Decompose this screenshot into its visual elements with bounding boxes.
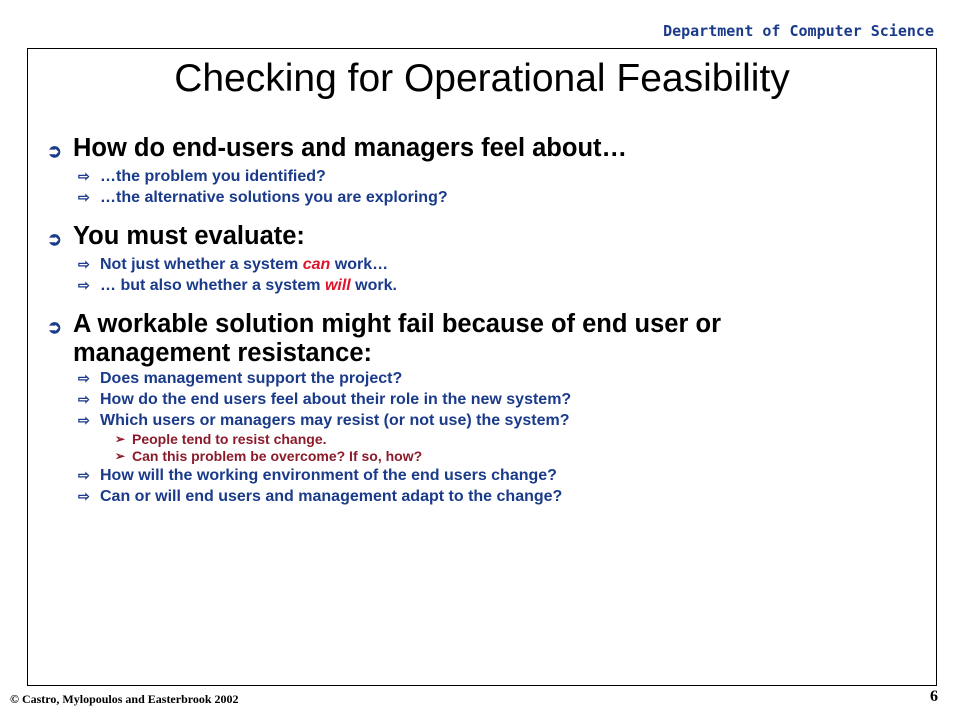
bullet-1 <box>47 134 927 166</box>
bullet-1-sub-1-text: …the problem you identified? <box>100 168 326 185</box>
department-label: Department of Computer Science <box>663 22 934 40</box>
emphasis-can: can <box>302 256 331 273</box>
outline-arrow-icon: ⇨ <box>78 277 90 293</box>
bullet-3-subsub-2 <box>115 448 927 465</box>
slide-title: Checking for Operational Feasibility <box>174 57 790 100</box>
circled-arrow-icon: ➲ <box>47 229 63 249</box>
bullet-3-sub-1 <box>78 368 927 389</box>
bullet-2-sub-2-text: … but also whether a system will work. <box>100 277 397 294</box>
copyright-footer: © Castro, Mylopoulos and Easterbrook 2002 <box>10 692 239 706</box>
bullet-2 <box>47 222 927 254</box>
arrowhead-icon: ➢ <box>115 449 126 463</box>
bullet-3-sub-2-text: How do the end users feel about their role in the new system? <box>100 391 572 408</box>
outline-arrow-icon: ⇨ <box>78 488 90 504</box>
bullet-3-sub-4 <box>78 465 927 486</box>
outline-arrow-icon: ⇨ <box>78 256 90 272</box>
bullet-1-sub-2 <box>78 187 927 208</box>
slide-content <box>47 134 927 507</box>
outline-arrow-icon: ⇨ <box>78 391 90 407</box>
bullet-3-text: A workable solution might fail because of end user or management resistance: <box>73 310 721 367</box>
bullet-3-sub-3-text: Which users or managers may resist (or not use) the system? <box>100 412 570 429</box>
arrowhead-icon: ➢ <box>115 432 126 446</box>
page-number: 6 <box>930 688 938 705</box>
circled-arrow-icon: ➲ <box>47 317 63 337</box>
bullet-3-sub-5 <box>78 486 927 507</box>
outline-arrow-icon: ⇨ <box>78 412 90 428</box>
bullet-3-sub-3 <box>78 410 927 431</box>
bullet-3-subsub-2-text: Can this problem be overcome? If so, how? <box>132 448 423 464</box>
circled-arrow-icon: ➲ <box>47 141 63 161</box>
emphasis-will: will <box>324 277 351 294</box>
bullet-2-sub-1-text: Not just whether a system can work… <box>100 256 389 273</box>
bullet-3-subsub-1-text: People tend to resist change. <box>132 431 327 447</box>
bullet-1-text: How do end-users and managers feel about… <box>73 134 628 162</box>
bullet-3-sub-1-text: Does management support the project? <box>100 370 403 387</box>
bullet-3-subsub-1 <box>115 431 927 448</box>
bullet-2-text: You must evaluate: <box>73 222 305 250</box>
outline-arrow-icon: ⇨ <box>78 189 90 205</box>
outline-arrow-icon: ⇨ <box>78 370 90 386</box>
bullet-3-sub-2 <box>78 389 927 410</box>
bullet-2-sub-2 <box>78 275 927 296</box>
bullet-1-sub-2-text: …the alternative solutions you are exploring? <box>100 189 448 206</box>
outline-arrow-icon: ⇨ <box>78 168 90 184</box>
bullet-3-sub-4-text: How will the working environment of the end users change? <box>100 467 557 484</box>
bullet-2-sub-1 <box>78 254 927 275</box>
outline-arrow-icon: ⇨ <box>78 467 90 483</box>
bullet-3-sub-5-text: Can or will end users and management adapt to the change? <box>100 488 563 505</box>
bullet-3 <box>47 310 927 368</box>
bullet-1-sub-1 <box>78 166 927 187</box>
